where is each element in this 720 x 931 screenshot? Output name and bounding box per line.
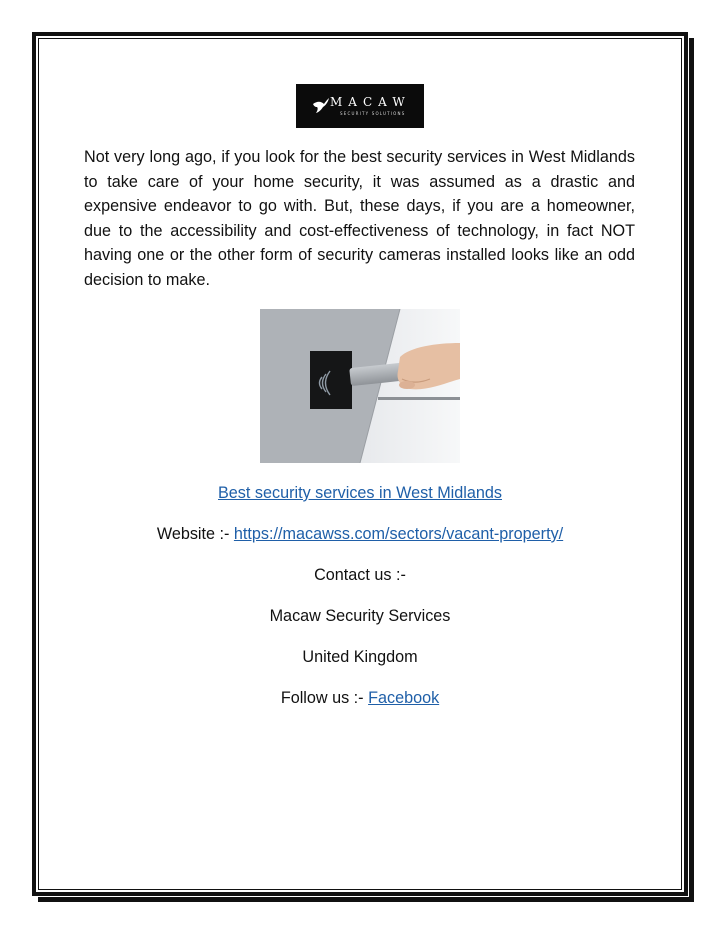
card-reader-illustration: [260, 309, 460, 463]
contact-line: Contact us :-: [314, 566, 406, 584]
macaw-logo: [296, 84, 424, 128]
logo-wordmark: MACAW: [330, 95, 411, 109]
intro-paragraph: Not very long ago, if you look for the best security services in West Midlands to take care of your home security, it was assumed as a drastic and expensive endeavor to go with. But, these days, if you are a homeowner, due to the accessibility and cost-effectiveness of technology, in fact NOT having one or the other form of security cameras installed looks like an odd decision to make.: [84, 148, 635, 289]
card-reader-photo: [260, 309, 460, 463]
headline-link[interactable]: Best security services in West Midlands: [218, 484, 502, 502]
country-name: United Kingdom: [302, 648, 418, 666]
website-link[interactable]: https://macawss.com/sectors/vacant-property/: [233, 525, 564, 543]
logo-tagline: SECURITY SOLUTIONS: [340, 111, 406, 116]
macaw-bird-icon: [312, 96, 330, 114]
company-name: Macaw Security Services: [269, 607, 451, 625]
follow-line: [60, 687, 660, 709]
headline-line: [60, 482, 660, 504]
facebook-link[interactable]: Facebook: [368, 689, 440, 707]
website-label: Website :-: [156, 525, 234, 543]
website-line: [60, 523, 660, 545]
follow-label: Follow us :-: [280, 689, 369, 707]
